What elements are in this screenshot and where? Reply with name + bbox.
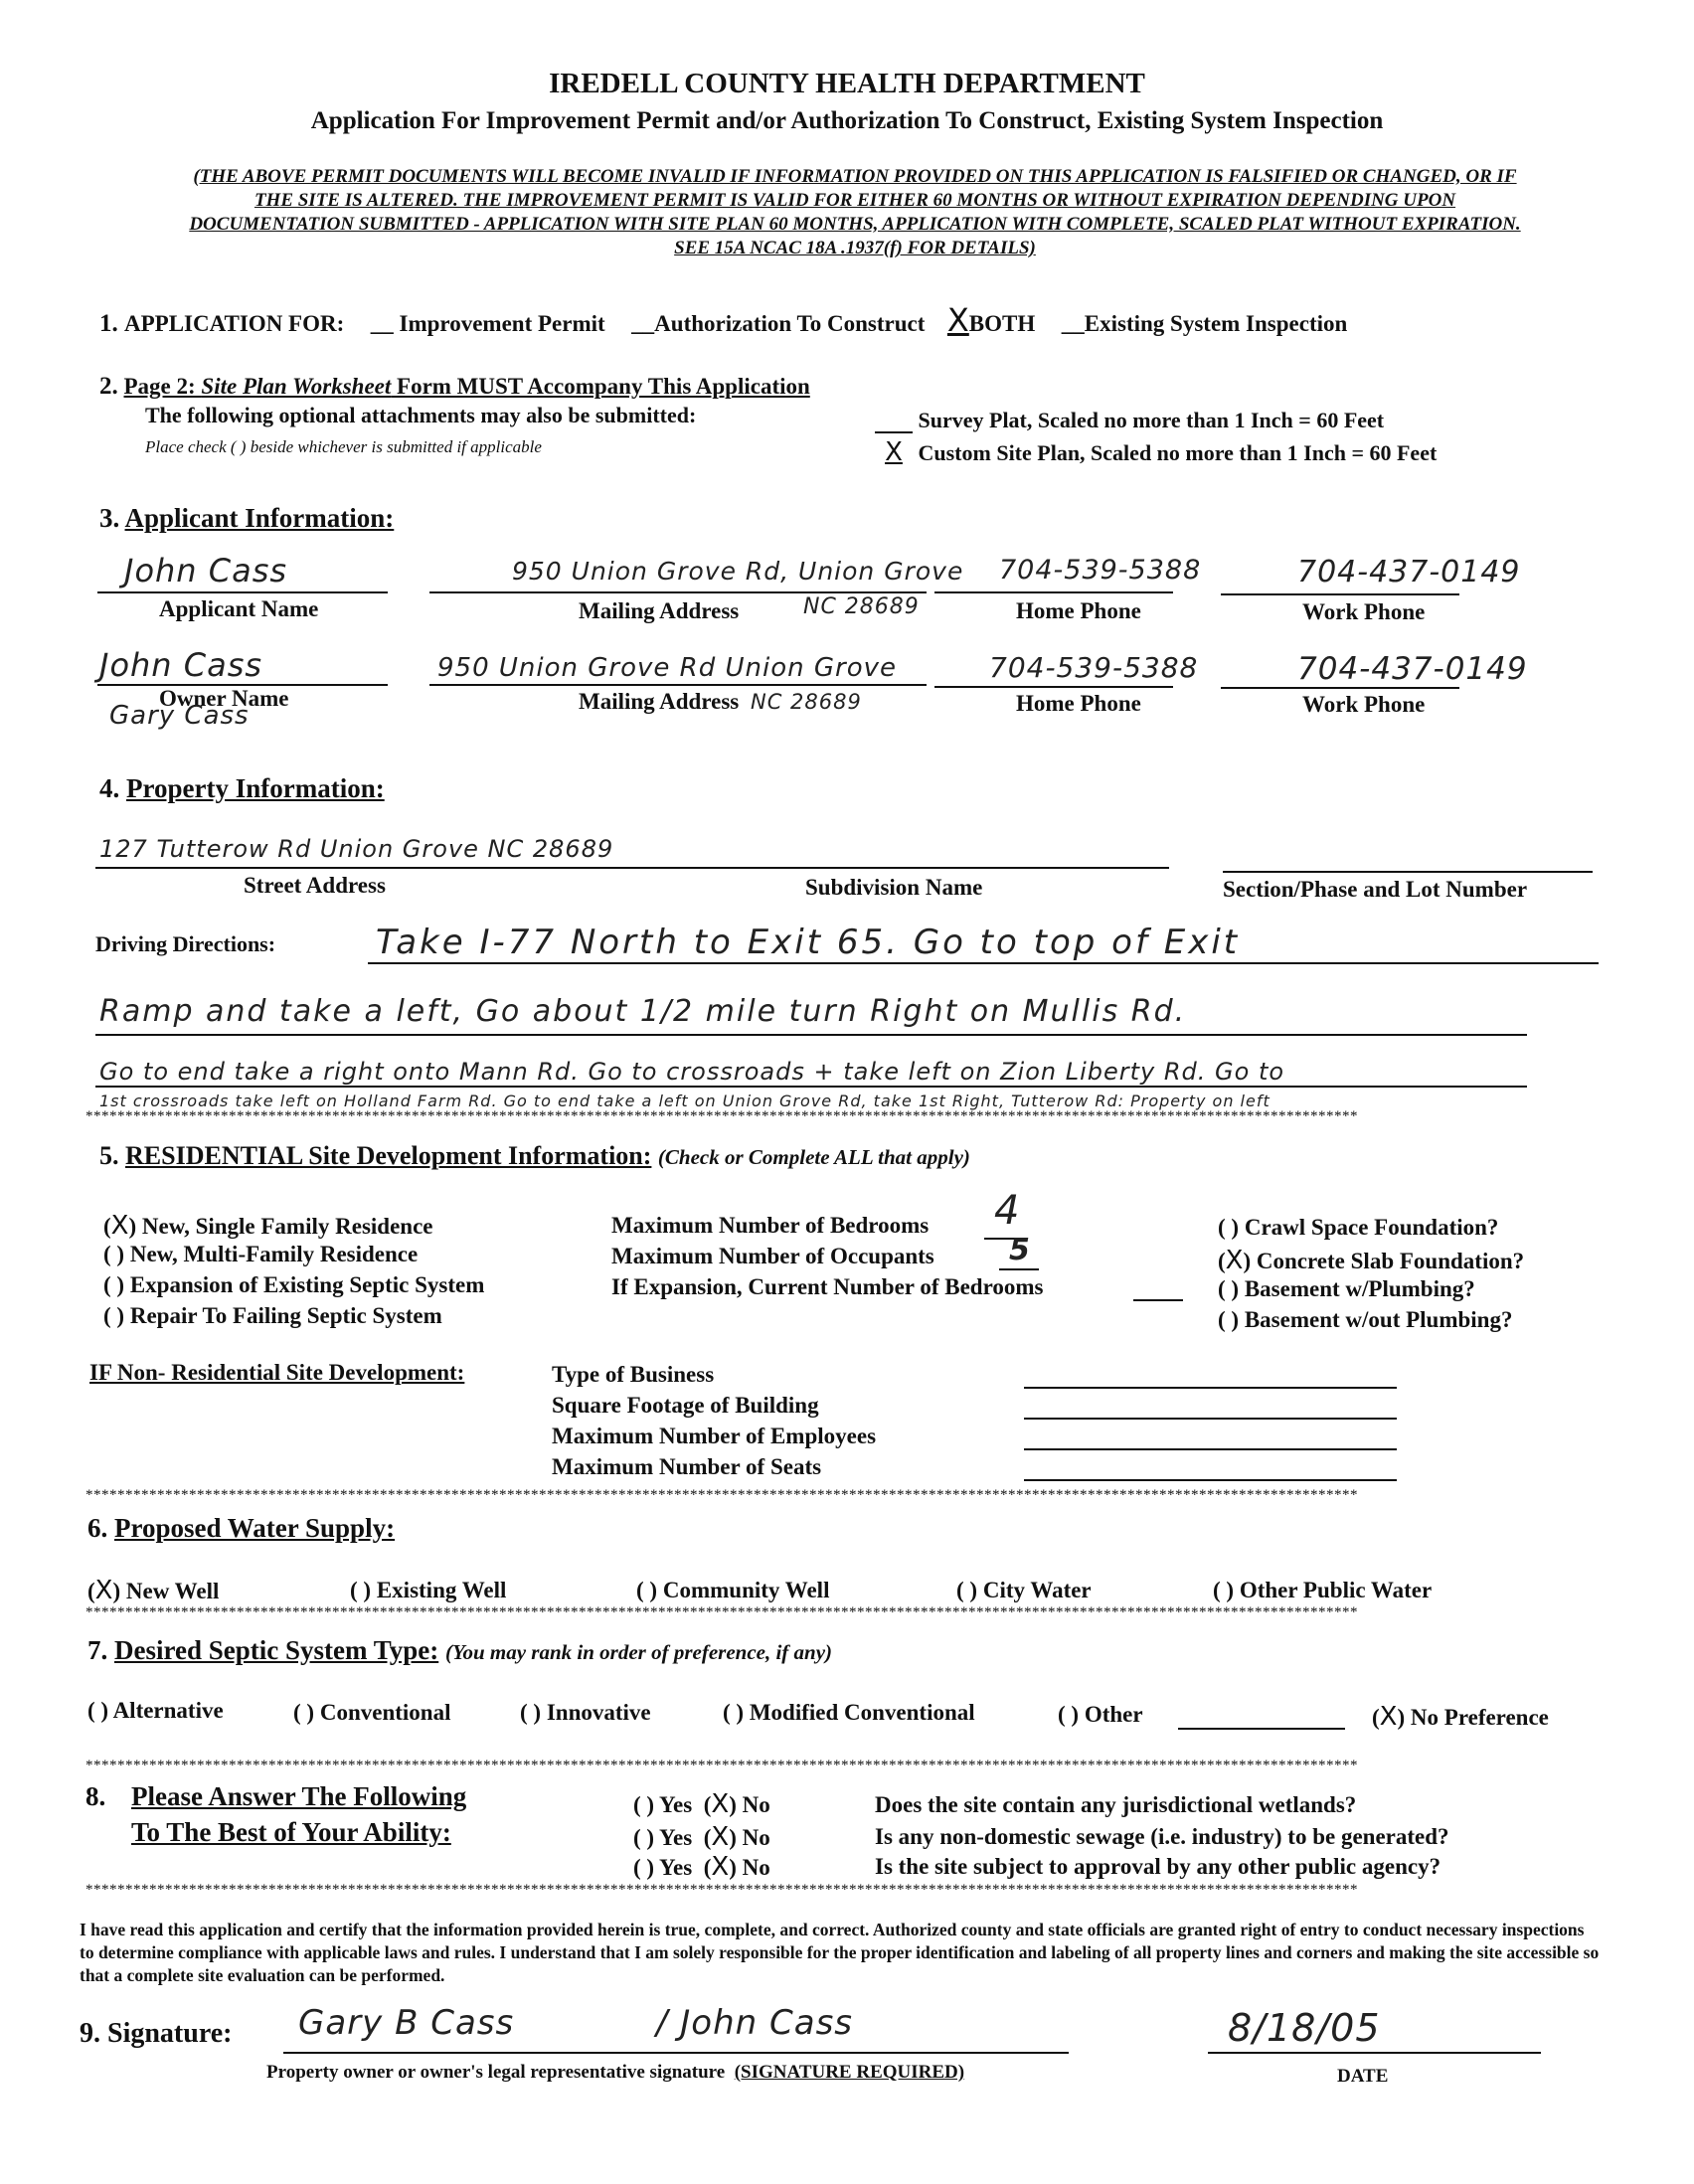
- validity-notice: [80, 165, 1630, 260]
- owner-name-value[interactable]: John Cass: [99, 646, 263, 684]
- directions-line[interactable]: Take I-77 North to Exit 65. Go to top of Exit: [376, 923, 1241, 962]
- owner-home-phone-label: Home Phone: [1016, 691, 1141, 716]
- street-address-value[interactable]: 127 Tutterow Rd Union Grove NC 28689: [99, 835, 614, 863]
- owner-work-phone-value[interactable]: 704-437-0149: [1297, 651, 1528, 687]
- other-agency-question: Is the site subject to approval by any other public agency?: [875, 1854, 1441, 1879]
- owner-home-phone-value[interactable]: 704-539-5388: [989, 651, 1199, 684]
- option-other-public-water[interactable]: ( ) Other Public Water: [1213, 1578, 1433, 1602]
- max-bedrooms-value[interactable]: 4: [994, 1188, 1021, 1234]
- notice-line: DOCUMENTATION SUBMITTED - APPLICATION WITH SITE PLAN 60 MONTHS, APPLICATION WITH COMPLETE, SCALED PLAT WITHOUT EXPIRATION.: [189, 214, 1521, 235]
- option-concrete-slab[interactable]: (X) Concrete Slab Foundation?: [1218, 1246, 1525, 1275]
- current-bedrooms-label: If Expansion, Current Number of Bedrooms: [611, 1274, 1044, 1299]
- applicant-home-phone-label: Home Phone: [1016, 598, 1141, 623]
- signature-date-value[interactable]: 8/18/05: [1228, 2006, 1381, 2050]
- divider: ****************************************************************************************************************************************************************: [85, 1882, 1358, 1898]
- section-9-label: 9. Signature:: [80, 2018, 233, 2049]
- directions-line[interactable]: 1st crossroads take left on Holland Farm Rd. Go to end take a left on Union Grove Rd, take 1st Right, Tutterow Rd: Property on left: [99, 1092, 1270, 1110]
- section-lot-label: Section/Phase and Lot Number: [1223, 877, 1528, 902]
- optional-attachments-text: The following optional attachments may also be submitted:: [145, 403, 697, 427]
- owner-address-zip[interactable]: NC 28689: [751, 690, 862, 714]
- option-alternative[interactable]: ( ) Alternative: [87, 1698, 224, 1723]
- divider: ****************************************************************************************************************************************************************: [85, 1758, 1358, 1773]
- max-employees-field[interactable]: [1024, 1448, 1397, 1450]
- type-of-business-label: Type of Business: [552, 1362, 715, 1387]
- form-title: Application For Improvement Permit and/or Authorization To Construct, Existing System Inspection: [310, 107, 1384, 134]
- option-other[interactable]: ( ) Other: [1058, 1702, 1143, 1727]
- divider: ****************************************************************************************************************************************************************: [85, 1108, 1358, 1124]
- notice-line: (THE ABOVE PERMIT DOCUMENTS WILL BECOME INVALID IF INFORMATION PROVIDED ON THIS APPLICATION IS FALSIFIED OR CHANGED, OR IF: [193, 166, 1517, 187]
- applicant-name-value[interactable]: John Cass: [124, 552, 288, 589]
- section-3-heading: 3. Applicant Information:: [99, 503, 395, 533]
- section-number: 2.: [99, 373, 118, 400]
- directions-line[interactable]: Go to end take a right onto Mann Rd. Go to crossroads + take left on Zion Liberty Rd. Go to: [99, 1058, 1285, 1086]
- applicant-work-phone-label: Work Phone: [1302, 599, 1426, 624]
- owner-address-label: Mailing Address: [579, 689, 740, 714]
- notice-line: THE SITE IS ALTERED. THE IMPROVEMENT PERMIT IS VALID FOR EITHER 60 MONTHS OR WITHOUT EXPIRATION DEPENDING UPON: [254, 190, 1456, 211]
- option-authorization-to-construct[interactable]: __Authorization To Construct: [631, 311, 926, 336]
- section-2-heading: 2. Page 2: Site Plan Worksheet Form MUST Accompany This Application: [99, 373, 810, 400]
- owner-name-secondary[interactable]: Gary Cass: [109, 701, 250, 731]
- certification-text: I have read this application and certify that the information provided herein is true, complete, and correct. Authorized county and state officials are granted right of entry to conduct necessary inspections to determine compliance with applicable laws and rules. I understand that I am solely responsible for the proper identification and labeling of all property lines and corners and making the site accessible so that a complete site evaluation can be performed.: [80, 1920, 1600, 1985]
- other-septic-field[interactable]: [1178, 1728, 1345, 1730]
- applicant-address-value[interactable]: 950 Union Grove Rd, Union Grove: [512, 557, 964, 586]
- applicant-name-label: Applicant Name: [159, 596, 319, 621]
- attachment-custom-site-plan[interactable]: X Custom Site Plan, Scaled no more than 1 Inch = 60 Feet: [875, 437, 1437, 467]
- option-both[interactable]: XBOTH: [946, 301, 1036, 339]
- owner-signature[interactable]: Gary B Cass: [298, 2003, 515, 2043]
- max-occupants-value[interactable]: 5: [1009, 1233, 1031, 1267]
- option-existing-system-inspection[interactable]: __Existing System Inspection: [1061, 311, 1348, 336]
- street-address-label: Street Address: [244, 873, 386, 898]
- divider: ****************************************************************************************************************************************************************: [85, 1604, 1358, 1620]
- org-title: IREDELL COUNTY HEALTH DEPARTMENT: [549, 68, 1145, 99]
- section-8-heading-line1: Please Answer The Following: [131, 1781, 467, 1811]
- square-footage-label: Square Footage of Building: [552, 1393, 819, 1418]
- applicant-home-phone-value[interactable]: 704-539-5388: [999, 555, 1202, 586]
- type-of-business-field[interactable]: [1024, 1387, 1397, 1389]
- notice-line: SEE 15A NCAC 18A .1937(f) FOR DETAILS): [674, 238, 1036, 258]
- option-basement-no-plumbing[interactable]: ( ) Basement w/out Plumbing?: [1218, 1307, 1513, 1332]
- option-city-water[interactable]: ( ) City Water: [956, 1578, 1092, 1602]
- subdivision-label: Subdivision Name: [805, 875, 983, 900]
- section-number: 1.: [99, 310, 118, 337]
- other-agency-answer[interactable]: ( ) Yes (X) No: [633, 1852, 770, 1882]
- non-domestic-sewage-question: Is any non-domestic sewage (i.e. industry) to be generated?: [875, 1824, 1449, 1849]
- applicant-address-zip[interactable]: NC 28689: [803, 594, 920, 619]
- date-label: DATE: [1337, 2066, 1389, 2087]
- wetlands-question: Does the site contain any jurisdictional wetlands?: [875, 1792, 1357, 1817]
- owner-name-label: Owner Name: [159, 686, 289, 711]
- option-basement-plumbing[interactable]: ( ) Basement w/Plumbing?: [1218, 1276, 1475, 1301]
- option-crawl-space[interactable]: ( ) Crawl Space Foundation?: [1218, 1215, 1499, 1240]
- applicant-work-phone-value[interactable]: 704-437-0149: [1297, 555, 1521, 589]
- max-seats-label: Maximum Number of Seats: [552, 1454, 822, 1479]
- section-7-heading: 7. Desired Septic System Type: (You may rank in order of preference, if any): [87, 1635, 833, 1665]
- option-new-well[interactable]: (X) New Well: [87, 1576, 220, 1605]
- section-4-heading: 4. Property Information:: [99, 773, 385, 803]
- square-footage-field[interactable]: [1024, 1418, 1397, 1420]
- checkbox-blank[interactable]: [875, 412, 913, 433]
- section-label: APPLICATION FOR:: [124, 311, 345, 336]
- owner-signature-2[interactable]: / John Cass: [656, 2003, 853, 2043]
- attachment-survey-plat[interactable]: Survey Plat, Scaled no more than 1 Inch = 60 Feet: [875, 408, 1384, 433]
- place-check-note: Place check ( ) beside whichever is submitted if applicable: [145, 437, 542, 456]
- option-improvement-permit[interactable]: __ Improvement Permit: [370, 311, 605, 336]
- non-domestic-sewage-answer[interactable]: ( ) Yes (X) No: [633, 1822, 770, 1852]
- section-8-heading-line2: To The Best of Your Ability:: [131, 1817, 451, 1847]
- signature-caption: Property owner or owner's legal representative signature (SIGNATURE REQUIRED): [266, 2062, 965, 2083]
- option-existing-well[interactable]: ( ) Existing Well: [350, 1578, 507, 1602]
- max-employees-label: Maximum Number of Employees: [552, 1424, 877, 1448]
- owner-work-phone-label: Work Phone: [1302, 692, 1426, 717]
- option-no-preference[interactable]: (X) No Preference: [1372, 1702, 1549, 1732]
- divider: ****************************************************************************************************************************************************************: [85, 1487, 1358, 1503]
- section-8-number: 8.: [85, 1781, 106, 1811]
- checkbox-mark[interactable]: X: [885, 437, 903, 467]
- section-5-heading: 5. RESIDENTIAL Site Development Information: (Check or Complete ALL that apply): [99, 1141, 970, 1170]
- option-new-single-family[interactable]: (X) New, Single Family Residence: [103, 1211, 433, 1241]
- owner-address-value[interactable]: 950 Union Grove Rd Union Grove: [437, 653, 898, 683]
- directions-line[interactable]: Ramp and take a left, Go about 1/2 mile turn Right on Mullis Rd.: [99, 994, 1187, 1029]
- section-1-application-for: [99, 301, 1347, 339]
- driving-directions-label: Driving Directions:: [95, 931, 276, 956]
- max-bedrooms-label: Maximum Number of Bedrooms: [611, 1213, 930, 1238]
- max-occupants-label: Maximum Number of Occupants: [611, 1244, 934, 1268]
- section-6-heading: 6. Proposed Water Supply:: [87, 1513, 396, 1543]
- option-innovative[interactable]: ( ) Innovative: [520, 1700, 651, 1725]
- option-modified-conventional[interactable]: ( ) Modified Conventional: [723, 1700, 975, 1725]
- option-conventional[interactable]: ( ) Conventional: [293, 1700, 451, 1725]
- option-new-multi-family[interactable]: ( ) New, Multi-Family Residence: [103, 1242, 419, 1266]
- applicant-address-label: Mailing Address: [579, 598, 740, 623]
- option-expansion-existing-septic[interactable]: ( ) Expansion of Existing Septic System: [103, 1272, 485, 1297]
- non-residential-heading: IF Non- Residential Site Development:: [89, 1360, 465, 1385]
- option-community-well[interactable]: ( ) Community Well: [636, 1578, 830, 1602]
- option-repair-failing-septic[interactable]: ( ) Repair To Failing Septic System: [103, 1303, 442, 1328]
- max-seats-field[interactable]: [1024, 1479, 1397, 1481]
- wetlands-answer[interactable]: ( ) Yes (X) No: [633, 1789, 770, 1819]
